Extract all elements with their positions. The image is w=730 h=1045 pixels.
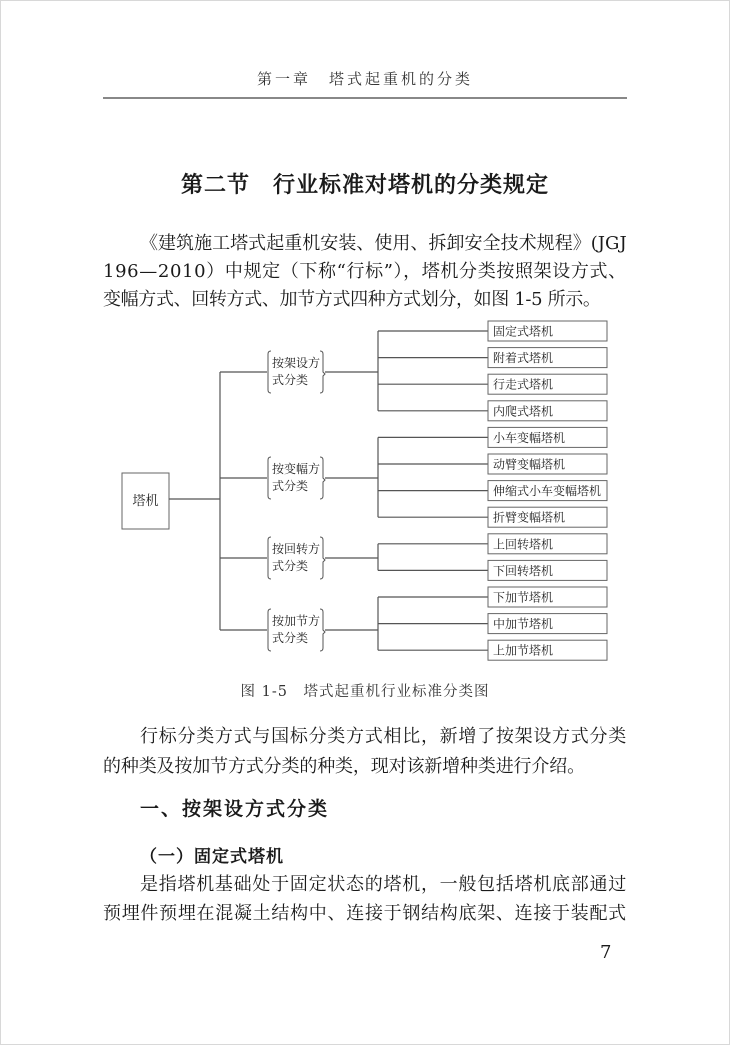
group-label: 式分类 bbox=[272, 559, 309, 573]
leaf-label: 折臂变幅塔机 bbox=[493, 510, 566, 525]
paragraph1-line: 变幅方式、回转方式、加节方式四种方式划分，如图 1-5 所示。 bbox=[103, 289, 601, 310]
paragraph3-line: 预埋件预埋在混凝土结构中、连接于钢结构底架、连接于装配式 bbox=[103, 903, 627, 924]
section-title: 第二节 行业标准对塔机的分类规定 bbox=[180, 173, 549, 198]
group-label: 式分类 bbox=[272, 631, 309, 645]
leaf-label: 动臂变幅塔机 bbox=[493, 457, 566, 472]
leaf-label: 固定式塔机 bbox=[493, 324, 554, 339]
bracket-left bbox=[268, 609, 271, 651]
leaf-label: 行走式塔机 bbox=[493, 377, 554, 392]
bracket-left bbox=[268, 351, 271, 393]
group-label: 式分类 bbox=[272, 479, 309, 493]
leaf-label: 上回转塔机 bbox=[493, 537, 554, 552]
root-label: 塔机 bbox=[132, 494, 159, 509]
bracket-right bbox=[320, 609, 325, 651]
paragraph2-line: 的种类及按加节方式分类的种类，现对该新增种类进行介绍。 bbox=[103, 756, 585, 777]
bracket-left bbox=[268, 537, 271, 579]
group-label: 按回转方 bbox=[272, 542, 321, 556]
heading-2: （一）固定式塔机 bbox=[140, 847, 284, 867]
group-label: 按加节方 bbox=[272, 614, 321, 628]
group-label: 式分类 bbox=[272, 373, 309, 387]
leaf-label: 附着式塔机 bbox=[493, 351, 554, 366]
leaf-label: 伸缩式小车变幅塔机 bbox=[493, 484, 602, 499]
leaf-label: 内爬式塔机 bbox=[493, 404, 554, 419]
group-label: 按架设方 bbox=[272, 356, 321, 370]
group-label: 按变幅方 bbox=[272, 462, 321, 476]
bracket-right bbox=[320, 537, 325, 579]
leaf-label: 下回转塔机 bbox=[493, 563, 554, 578]
paragraph1-line: 196—2010）中规定（下称“行标”），塔机分类按照架设方式、 bbox=[103, 261, 627, 282]
figure-caption: 图 1-5 塔式起重机行业标准分类图 bbox=[240, 684, 490, 700]
leaf-label: 上加节塔机 bbox=[493, 643, 554, 658]
page-number: 7 bbox=[600, 942, 612, 963]
paragraph1-line: 《建筑施工塔式起重机安装、使用、拆卸安全技术规程》(JGJ bbox=[140, 233, 627, 254]
heading-1: 一、按架设方式分类 bbox=[140, 798, 330, 820]
leaf-label: 下加节塔机 bbox=[493, 590, 554, 605]
running-head: 第一章 塔式起重机的分类 bbox=[256, 70, 473, 88]
paragraph2-line: 行标分类方式与国标分类方式相比，新增了按架设方式分类 bbox=[140, 726, 627, 747]
bracket-right bbox=[320, 457, 325, 499]
paragraph3-line: 是指塔机基础处于固定状态的塔机，一般包括塔机底部通过 bbox=[140, 874, 627, 895]
leaf-label: 中加节塔机 bbox=[493, 617, 554, 632]
leaf-label: 小车变幅塔机 bbox=[493, 430, 566, 445]
bracket-left bbox=[268, 457, 271, 499]
bracket-right bbox=[320, 351, 325, 393]
